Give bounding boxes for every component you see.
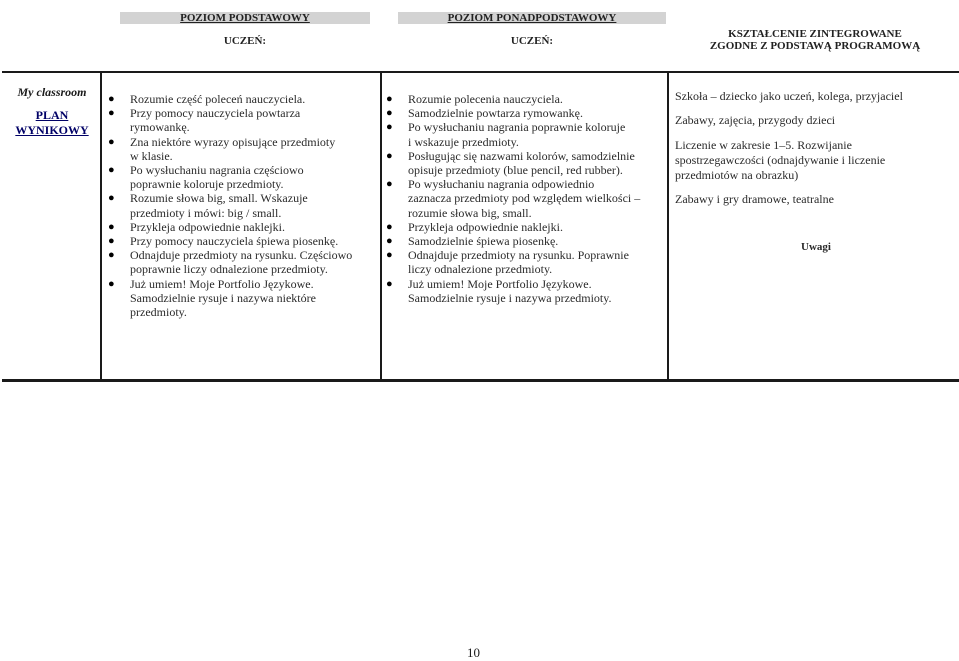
plan-line-1: PLAN xyxy=(35,108,69,122)
list-item-text: Już umiem! Moje Portfolio Językowe. Samodzielnie rysuje i nazywa przedmioty. xyxy=(408,276,612,305)
list-item xyxy=(108,163,378,191)
list-item-text: Samodzielnie powtarza rymowankę. xyxy=(408,106,583,121)
list-item xyxy=(386,220,676,234)
bullet-icon: ● xyxy=(386,220,393,233)
list-item-text: Przykleja odpowiednie naklejki. xyxy=(130,219,285,234)
list-item-text: Samodzielnie śpiewa piosenkę. xyxy=(408,234,559,249)
bullet-icon: ● xyxy=(108,93,115,105)
list-item-text: Rozumie słowa big, small. Wskazuje przedmioty i mówi: big / small. xyxy=(130,191,308,220)
bullet-icon: ● xyxy=(386,249,393,262)
bullet-icon: ● xyxy=(386,149,393,162)
list-item-text: Odnajduje przedmioty na rysunku. Częściowo poprawnie liczy odnalezione przedmioty. xyxy=(130,248,353,277)
list-item xyxy=(386,92,676,106)
column-divider-2 xyxy=(380,73,382,379)
bullet-icon: ● xyxy=(108,135,115,148)
advanced-level-list xyxy=(386,92,676,305)
list-item-text: Odnajduje przedmioty na rysunku. Poprawnie liczy odnalezione przedmioty. xyxy=(408,248,629,277)
header-advanced-title: POZIOM PONADPODSTAWOWY xyxy=(398,12,666,24)
list-item xyxy=(108,248,378,276)
list-item xyxy=(108,106,378,134)
list-item xyxy=(108,92,378,106)
table-top-rule xyxy=(2,71,959,73)
list-item xyxy=(386,277,676,305)
column-divider-1 xyxy=(100,73,102,379)
list-item xyxy=(386,177,676,220)
list-item-text: Po wysłuchaniu nagrania poprawnie koloruje i wskazuje przedmioty. xyxy=(408,120,626,149)
bullet-icon: ● xyxy=(108,277,115,290)
list-item-text: Rozumie polecenia nauczyciela. xyxy=(408,92,563,106)
integrated-education-column xyxy=(675,89,957,255)
list-item xyxy=(386,149,676,177)
header-basic-sub: UCZEŃ: xyxy=(223,35,267,47)
list-item-text: Po wysłuchaniu nagrania odpowiednio zaznacza przedmioty pod względem wielkości – rozumie słowa big, small. xyxy=(408,177,641,220)
list-item-text: Posługując się nazwami kolorów, samodzielnie opisuje przedmioty (blue pencil, red rubber). xyxy=(408,148,635,178)
header-advanced-level xyxy=(398,12,666,58)
list-item-text: Przykleja odpowiednie naklejki. xyxy=(408,219,563,234)
list-item xyxy=(108,220,378,234)
page-number: 10 xyxy=(467,645,480,660)
list-item xyxy=(386,106,676,120)
bullet-icon: ● xyxy=(386,277,393,290)
plan-line-2: WYNIKOWY xyxy=(15,123,89,137)
list-item xyxy=(108,191,378,219)
table-bottom-rule xyxy=(2,379,959,382)
basic-level-list xyxy=(108,92,378,319)
header-integrated-line1: KSZTAŁCENIE ZINTEGROWANE xyxy=(728,28,902,40)
bullet-icon: ● xyxy=(108,164,115,177)
list-item xyxy=(108,234,378,248)
bullet-icon: ● xyxy=(386,107,393,120)
list-item-text: Zna niektóre wyrazy opisujące przedmioty w klasie. xyxy=(130,134,336,163)
header-basic-title: POZIOM PODSTAWOWY xyxy=(120,12,370,24)
list-item-text: Przy pomocy nauczyciela śpiewa piosenkę. xyxy=(130,234,339,249)
header-basic-level xyxy=(120,12,370,58)
list-item-text: Już umiem! Moje Portfolio Językowe. Samodzielnie rysuje i nazywa niektóre przedmioty. xyxy=(130,276,316,320)
header-advanced-sub: UCZEŃ: xyxy=(510,35,554,47)
bullet-icon: ● xyxy=(108,192,115,205)
integrated-topic-3: Liczenie w zakresie 1–5. Rozwijanie spostrzegawczości (odnajdywanie i liczenie przedmiotów na obrazku) xyxy=(675,138,886,182)
bullet-icon: ● xyxy=(386,93,393,105)
list-item xyxy=(386,234,676,248)
bullet-icon: ● xyxy=(386,235,393,248)
integrated-topic-4: Zabawy i gry dramowe, teatralne xyxy=(675,192,834,206)
bullet-icon: ● xyxy=(386,121,393,134)
unit-label-column xyxy=(4,84,100,138)
integrated-topic-2: Zabawy, zajęcia, przygody dzieci xyxy=(675,113,836,127)
bullet-icon: ● xyxy=(108,107,115,120)
unit-title: My classroom xyxy=(17,85,87,99)
list-item-text: Przy pomocy nauczyciela powtarza rymowankę. xyxy=(130,106,301,135)
bullet-icon: ● xyxy=(108,249,115,262)
plan-wynikowy-link[interactable] xyxy=(4,108,100,138)
list-item-text: Rozumie część poleceń nauczyciela. xyxy=(130,92,306,106)
bullet-icon: ● xyxy=(108,235,115,248)
list-item xyxy=(108,277,378,320)
list-item xyxy=(386,120,676,148)
bullet-icon: ● xyxy=(386,178,393,191)
list-item-text: Po wysłuchaniu nagrania częściowo poprawnie koloruje przedmioty. xyxy=(130,163,304,192)
integrated-topic-1: Szkoła – dziecko jako uczeń, kolega, przyjaciel xyxy=(675,89,903,103)
notes-label: Uwagi xyxy=(801,241,831,253)
list-item xyxy=(386,248,676,276)
bullet-icon: ● xyxy=(108,220,115,233)
header-integrated-line2: ZGODNE Z PODSTAWĄ PROGRAMOWĄ xyxy=(709,40,921,52)
list-item xyxy=(108,135,378,163)
header-integrated xyxy=(680,28,950,74)
